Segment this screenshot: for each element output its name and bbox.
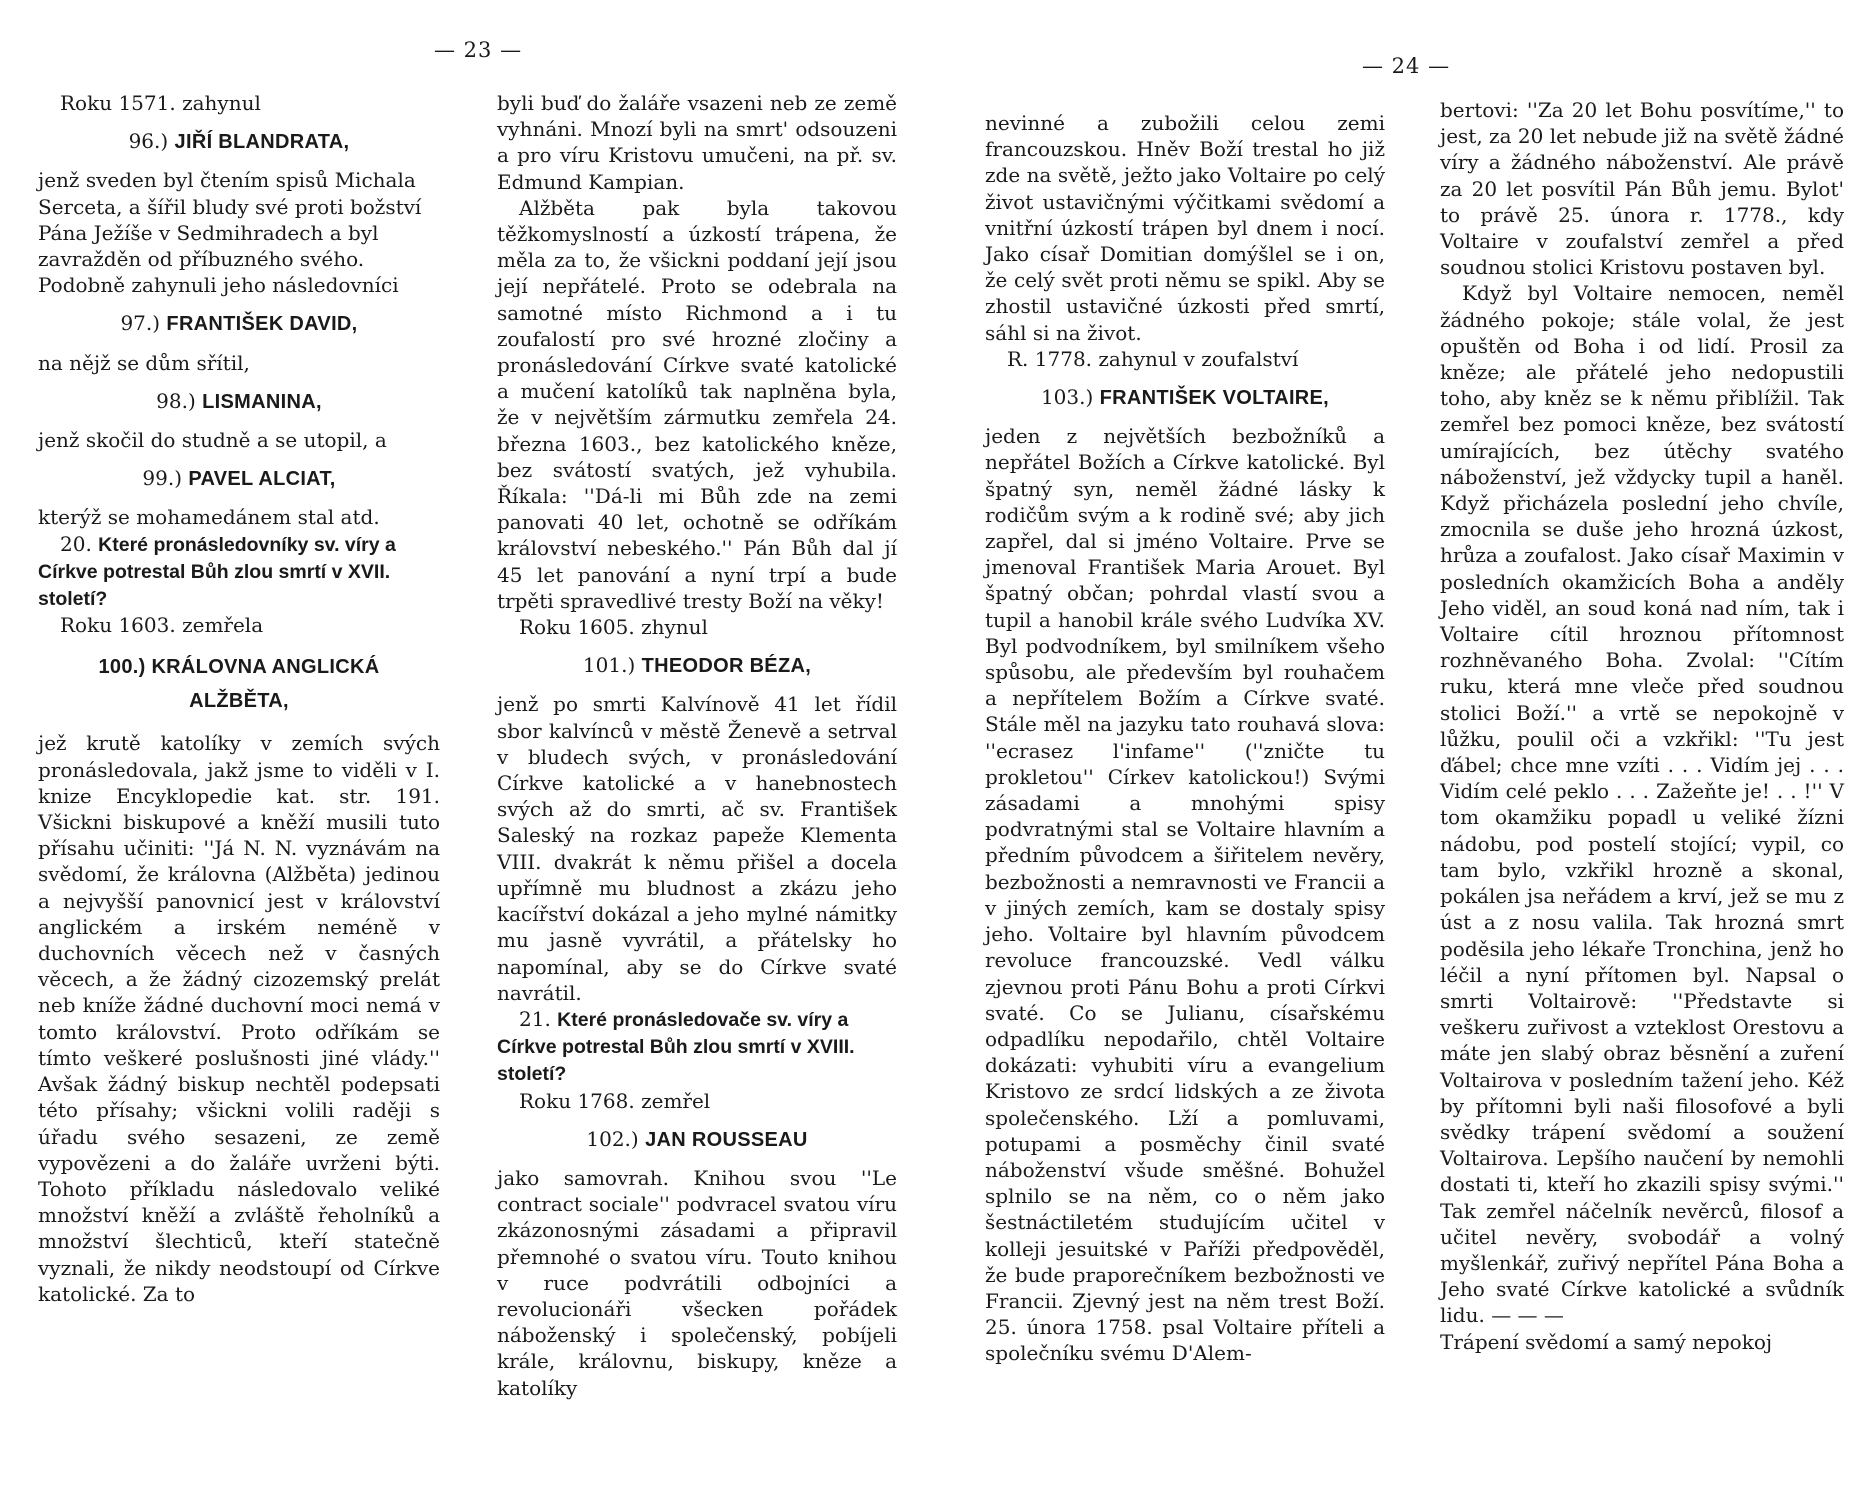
right-page-column-2	[1440, 97, 1844, 1355]
paragraph: na nějž se dům sřítil,	[38, 350, 250, 375]
heading-98: 98.) LISMANINA,	[156, 388, 322, 413]
paragraph: R. 1778. zahynul v zoufalství	[1007, 346, 1299, 371]
paragraph: Když byl Voltaire nemocen, neměl žádného pokoje; stále volal, že jest opuštěn od Boha i od lidí. Prosil za kněze; ale přátelé jeho nedopustili toho, aby kněz se k němu přiblížil. Tak zemřel bez pomoci kněze, bez svátostí umírajících, bez útěchy svatého náboženství, jež vždycky tupil a haněl. Když přicházela poslední jeho chvíle, zmocnila se duše jeho hrozná úzkost, hrůza a zoufalost. Jako císař Maximin v posledních okamžicích Boha a anděly Jeho viděl, an soud koná nad ním, tak i Voltaire cítil hroznou přítomnost rozhněvaného Boha. Zvolal: ''Cítím ruku, která mne vleče před soudnou stolici Boží.'' a vrtě se nepokojně v lůžku, poulil oči a vzkřikl: ''Tu jest ďábel; chce mne vzíti . . . Vidím jej . . . Vidím celé peklo . . . Zažeňte je! . . !'' V tom okamžiku popadl u veliké žízni nádobu, pod postelí stojící; vypil, co tam bylo, vzkřikl hrozně a skonal, pokálen jsa neřádem a krví, jež se mu z úst a z nosu valila. Tak hrozná smrt poděsila jeho lékaře Tronchina, jenž ho léčil a nyní přítomen byl. Napsal o smrti Voltairově: ''Představte si veškeru zuřivost a vzteklost Orestovu a máte jen slabý obraz běsnění a zuření Voltairova v posledním tažení jeho. Kéž by přítomni byli naši filosofové a byli svědky trápení svědomí a soužení Voltairova. Lepšího naučení by nemohli dostati ti, kteří ho zkazili spisy svými.'' Tak zemřel náčelník nevěrců, filosof a učitel nevěry, svobodář a volný myšlenkář, zuřivý nepřítel Pána Boha a Jeho svaté Církve katolické a svůdník lidu. — — —	[1440, 281, 1844, 1328]
paragraph: Roku 1571. zahynul	[60, 91, 261, 115]
paragraph: Roku 1603. zemřela	[60, 613, 264, 638]
paragraph: Roku 1605. zhynul	[519, 615, 708, 640]
paragraph: jako samovrah. Knihou svou ''Le contract sociale'' podvracel svatou víru zkázonosnými zásadami a připravil přemnohé o svatou víru. Touto knihou v ruce podvrátili odbojníci a revolucionáři všecken pořádek náboženský i společenský, pobíjeli krále, královnu, biskupy, kněze a katolíky	[497, 1165, 897, 1400]
paragraph: Alžběta pak byla takovou těžkomyslností a úzkostí trápena, že měla za to, že všickni poddaní její jsou její nepřátelé. Proto se odebrala na samotné místo Richmond a i tu zoufalostí pro své hrozné zločiny a pronásledování Církve svaté katolické a mučení katolíků tak naplněna byla, že v největším zármutku zemřela 24. března 1603., bez katolického kněze, bez svátostí svatých, jež vyhubila. Říkala: ''Dá-li mi Bůh zde na zemi panovati 40 let, ochotně se odříkám království nebeského.'' Pán Bůh dal jí 45 let panování a nyní trpí a bude trpěti spravedlivé tresty Boží na věky!	[497, 195, 897, 613]
question-21: 21. Které pronásledovače sv. víry a Církve potrestal Bůh zlou smrtí v XVIII. století?	[497, 1006, 855, 1086]
paragraph: jenž skočil do studně a se utopil, a	[38, 428, 387, 453]
paragraph: nevinné a zubožili celou zemi francouzskou. Hněv Boží trestal ho již zde na světě, ježto jako Voltaire po celý život ustavičnými výčitkami svědomí a vnitřní úzkostí trápen byl dnem i nocí. Jako císař Domitian domýšlel se i on, že celý svět proti němu se spikl. Aby se zhostil ustavičné úzkosti před smrtí, sáhl si na život.	[985, 111, 1385, 345]
heading-97: 97.) FRANTIŠEK DAVID,	[120, 311, 358, 336]
page-number-left: — 23 —	[434, 38, 523, 62]
paragraph: jež krutě katolíky v zemích svých pronásledovala, jakž jsme to viděli v I. knize Encyklopedie kat. str. 191. Všickni biskupové a kněží musili tuto přísahu učiniti: ''Já N. N. vyznávám na svědomí, že královna (Alžběta) jedinou a nejvyšší panovnicí jest v království anglickém a irském neméně v duchovních věcech než v časných věcech, a že žádný cizozemský prelát neb kníže žádné duchovní moci nemá v tomto království. Proto odříkám se tímto veškeré poslušnosti jiné vlády.'' Avšak žádný biskup nechtěl podepsati této přísahy; všickni volili raději s úřadu svého sesazeni, ze země vypovězeni a do žaláře uvrženi býti. Tohoto příkladu následovalo veliké množství kněží a zvláště řeholníků a množství šlechticů, kteří statečně vyznali, že nikdy neodstoupí od Církve katolické. Za to	[38, 731, 440, 1306]
left-page-column-1	[38, 90, 440, 1307]
page-number-right: — 24 —	[1362, 54, 1451, 78]
paragraph: byli buď do žaláře vsazeni neb ze země vyhnáni. Mnozí byli na smrt' odsouzeni a pro víru Kristovu umučeni, na př. sv. Edmund Kampian.	[497, 91, 897, 194]
right-page-column-1	[985, 110, 1385, 1367]
heading-101: 101.) THEODOR BÉZA,	[582, 653, 812, 678]
heading-103: 103.) FRANTIŠEK VOLTAIRE,	[1040, 385, 1330, 410]
paragraph: kterýž se mohamedánem stal atd.	[38, 505, 380, 530]
paragraph: Roku 1768. zemřel	[519, 1088, 711, 1113]
left-page-column-2	[497, 90, 897, 1401]
heading-102: 102.) JAN ROUSSEAU	[586, 1126, 808, 1151]
paragraph: Trápení svědomí a samý nepokoj	[1440, 1329, 1773, 1354]
heading-96: 96.) JIŘÍ BLANDRATA,	[128, 129, 350, 154]
question-20: 20. Které pronásledovníky sv. víry a Církve potrestal Bůh zlou smrtí v XVII. století?	[38, 531, 396, 611]
heading-99: 99.) PAVEL ALCIAT,	[142, 466, 336, 491]
paragraph: bertovi: ''Za 20 let Bohu posvítíme,'' to jest, za 20 let nebude již na světě žádné víry a žádného náboženství. Ale právě za 20 let posvítil Pán Bůh jemu. Bylot' to právě 25. února r. 1778., kdy Voltaire v zoufalství zemřel a před soudnou stolici Kristovu postaven byl.	[1440, 98, 1844, 280]
heading-100: 100.) KRÁLOVNA ANGLICKÁ ALŽBĚTA,	[98, 656, 380, 713]
paragraph: jeden z největších bezbožníků a nepřátel Božích a Církve katolické. Byl špatný syn, neměl žádné lásky k rodičům svým a k rodině své; aby jich zapřel, dal si jméno Voltaire. Prve se jmenoval František Maria Arouet. Byl špatný občan; pohrdal vlastí svou a tupil a hanobil krále svého Ludvíka XV. Byl podvodníkem, byl smilníkem všeho spůsobu, ale především byl rouhačem a nepřítelem Božím a Církve svaté. Stále měl na jazyku tato rouhavá slova: ''ecrasez l'infame'' (''zničte tu prokletou'' Církev katolickou!) Svými zásadami a mnohými spisy podvratnými stal se Voltaire hlavním a předním původcem a šiřitelem nevěry, bezbožnosti a nemravnosti ve Francii a v jiných zemích, kam se dostaly spisy jeho. Voltaire byl hlavním původcem revoluce francouzské. Vedl válku zjevnou proti Pánu Bohu a proti Církvi svaté. Co se Julianu, císařskému odpadlíku nepodařilo, chtěl Voltaire dokázati: vyhubiti víru a evangelium Kristovo ze srdcí lidských a ze života společenského. Lží a pomluvami, potupami a posměchy činil svaté náboženství všude směšné. Bohužel splnilo se na něm, co o něm jako šestnáctiletém studujícím učitel v kolleji jesuitské v Paříži předpověděl, že bude praporečníkem bezbožnosti ve Francii. Zjevný jest na něm trest Boží. 25. února 1758. psal Voltaire příteli a společníku svému D'Alem-	[985, 424, 1385, 1366]
paragraph: jenž sveden byl čtením spisů Michala Serceta, a šířil bludy své proti božství Pána Ježíše v Sedmihradech a byl zavražděn od příbuzného svého. Podobně zahynuli jeho následovníci	[38, 168, 422, 298]
paragraph: jenž po smrti Kalvínově 41 let řídil sbor kalvínců v městě Ženevě a setrval v bludech svých, v pronásledování Církve katolické a v hanebnostech svých až do smrti, ač sv. František Saleský na rozkaz papeže Klementa VIII. dvakrát k němu přišel a docela upřímně mu bludnost a zkázu jeho kacířství dokázal a jeho mylné námitky mu jasně vyvrátil, a přátelsky ho napomínal, aby se do Církve svaté navrátil.	[497, 692, 897, 1005]
